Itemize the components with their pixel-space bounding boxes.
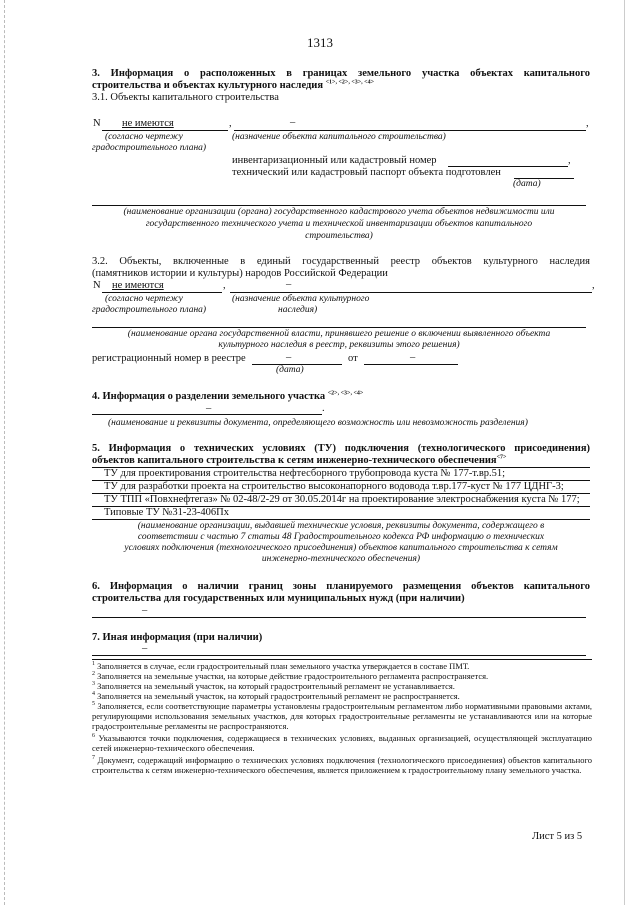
n-line xyxy=(102,130,228,131)
caption-gov-2: культурного наследия в реестр, реквизиты этого решения) xyxy=(218,340,460,350)
footnote-1: $^1$ Заполняется в случае, если градостроительный план земельного участка утверждается в составе ПМТ. xyxy=(92,661,470,671)
tu-item-4: Типовые ТУ №31-23-406Пх xyxy=(104,507,230,518)
n-comma: , xyxy=(229,118,232,129)
tech-passport-label: технический или кадастровый паспорт объекта подготовлен xyxy=(232,167,501,178)
caption-plan-heritage-2: градостроительного плана) xyxy=(92,305,207,315)
n-comma-heritage: , xyxy=(223,280,226,291)
section-4-title: 4. Информация о разделении земельного участка $^{<2>, <3>, <4>}$ xyxy=(92,390,364,402)
caption-heritage-purpose-2: наследия) xyxy=(278,305,318,315)
section-5-caption-4: инженерно-технического обеспечения) xyxy=(261,554,421,564)
registry-date-value: – xyxy=(410,352,416,363)
caption-org-2: государственного технического учета и технической инвентаризации объектов капитального xyxy=(145,219,533,229)
org-line xyxy=(92,205,586,206)
section-6-value: – xyxy=(142,605,148,616)
caption-plan-2: градостроительного плана) xyxy=(92,143,207,153)
inventory-number-label: инвентаризационный или кадастровый номер xyxy=(232,155,437,166)
caption-registry-date: (дата) xyxy=(276,365,304,375)
footnote-3: $^3$ Заполняется на земельный участок, на который градостроительный регламент не устанавливается. xyxy=(92,681,455,691)
section-4-dot: . xyxy=(322,403,325,414)
caption-org-1: (наименование организации (органа) государственного кадастрового учета объектов недвижимости или xyxy=(123,207,555,217)
n-label-heritage: N xyxy=(93,280,101,291)
registry-number-label: регистрационный номер в реестре xyxy=(92,353,246,364)
section-6-title-line1: 6. Информация о наличии границ зоны планируемого размещения объектов капитального xyxy=(92,581,590,592)
object-name-comma: , xyxy=(586,118,589,129)
section-6-line xyxy=(92,617,586,618)
section-4-caption: (наименование и реквизиты документа, определяющего возможность или невозможность разделения) xyxy=(108,418,528,428)
section-4-line xyxy=(92,414,322,415)
sheet-number: Лист 5 из 5 xyxy=(532,831,583,842)
heritage-name-line xyxy=(230,292,592,293)
section-7-value: – xyxy=(142,643,148,654)
registry-number-value: – xyxy=(286,352,292,363)
section-5-title-line1: 5. Информация о технических условиях (ТУ) подключения (технологического присоединения) xyxy=(92,443,590,454)
tu-item-2: ТУ для разработки проекта на строительство высоконапорного водовода т.вр.177-куст № 177 ЦДНГ-3; xyxy=(104,481,564,492)
subsection-3-2-line2: (памятников истории и культуры) народов Российской Федерации xyxy=(92,268,388,279)
caption-plan-heritage-1: (согласно чертежу xyxy=(105,294,183,304)
n-label: N xyxy=(93,118,101,129)
subsection-3-2-line1: 3.2. Объекты, включенные в единый государственный реестр объектов культурного наследия xyxy=(92,256,590,267)
scan-edge-left xyxy=(4,0,6,905)
gov-line xyxy=(92,327,586,328)
caption-org-3: строительства) xyxy=(305,231,373,241)
page-number: 1313 xyxy=(307,35,333,50)
caption-heritage-purpose-1: (назначение объекта культурного xyxy=(232,294,370,304)
section-6-title-line2: строительства для государственных или муниципальных нужд (при наличии) xyxy=(92,593,465,604)
section-5-caption-2: соответствии с частью 7 статьи 48 Градостроительного кодекса РФ информацию о технических xyxy=(137,532,545,542)
n-line-heritage xyxy=(102,292,222,293)
n-value: не имеются xyxy=(122,118,174,129)
n-value-heritage: не имеются xyxy=(112,280,164,291)
caption-object-purpose: (назначение объекта капитального строительства) xyxy=(232,132,446,142)
footnote-4: $^4$ Заполняется на земельный участок, на который градостроительный регламент не распространяется. xyxy=(92,691,460,701)
footnote-5: $^5$ Заполняется, если соответствующие параметры установлены градостроительным регламентом либо нормативными правовыми актами, регулирующими использования земельных участков, для которых градостроительные регламенты не устанавливаются или на которые градостроительные регламенты не распространяются. xyxy=(92,701,593,731)
footnote-7: $^7$ Документ, содержащий информацию о технических условиях подключения (технологического присоединения) объектов капитального строительства к сетям инженерно-технического обеспечения, является приложением к градостроительному плану земельного участка. xyxy=(92,755,592,775)
section-5-title-line2: объектов капитального строительства к сетям инженерно-технического обеспечения$^{<7>}$ xyxy=(92,454,507,466)
footnote-2: $^2$ Заполняется на земельные участки, на которые действие градостроительного регламента распространяется. xyxy=(92,671,489,681)
section-5-caption-1: (наименование организации, выдавшей технические условия, реквизиты документа, содержащего в xyxy=(137,521,545,531)
subsection-3-1: 3.1. Объекты капитального строительства xyxy=(92,92,279,103)
caption-plan-1: (согласно чертежу xyxy=(105,132,183,142)
registry-from-label: от xyxy=(348,353,358,364)
section-7-title: 7. Иная информация (при наличии) xyxy=(92,632,263,643)
caption-date-1: (дата) xyxy=(513,179,541,189)
footnote-separator xyxy=(92,659,592,660)
object-name-line xyxy=(234,130,586,131)
section-4-value: – xyxy=(206,403,212,414)
section-7-line xyxy=(92,655,586,656)
heritage-name-comma: , xyxy=(592,280,595,291)
registry-date-line xyxy=(364,364,458,365)
section-5-line-4 xyxy=(92,519,590,520)
heritage-name-value: – xyxy=(286,279,292,290)
section-5-caption-3: условиях подключения (технологического присоединения) объектов капитального строительства к сетям xyxy=(124,543,558,553)
section-3-title-line2: строительства и объектах культурного наследия $^{<1>, <2>, <3>, <4>}$ xyxy=(92,79,374,91)
footnote-6: $^6$ Указываются точки подключения, содержащиеся в технических условиях, выданных организацией, осуществляющей эксплуатацию сетей инженерно-технического обеспечения. xyxy=(92,733,593,753)
object-name-value: – xyxy=(290,117,296,128)
tu-item-1: ТУ для проектирования строительства нефтесборного трубопровода куста № 177-т.вр.51; xyxy=(104,468,506,479)
caption-gov-1: (наименование органа государственной власти, принявшего решение о включении выявленного объекта xyxy=(127,329,551,339)
tu-item-3: ТУ ТПП «Повхнефтегаз» № 02-48/2-29 от 30.05.2014г на проектирование электроснабжения куста № 177; xyxy=(104,494,580,505)
inventory-number-comma: , xyxy=(568,155,571,166)
scan-edge-right xyxy=(624,0,626,905)
section-3-title-line1: 3. Информация о расположенных в границах земельного участка объектах капитального xyxy=(92,68,590,79)
